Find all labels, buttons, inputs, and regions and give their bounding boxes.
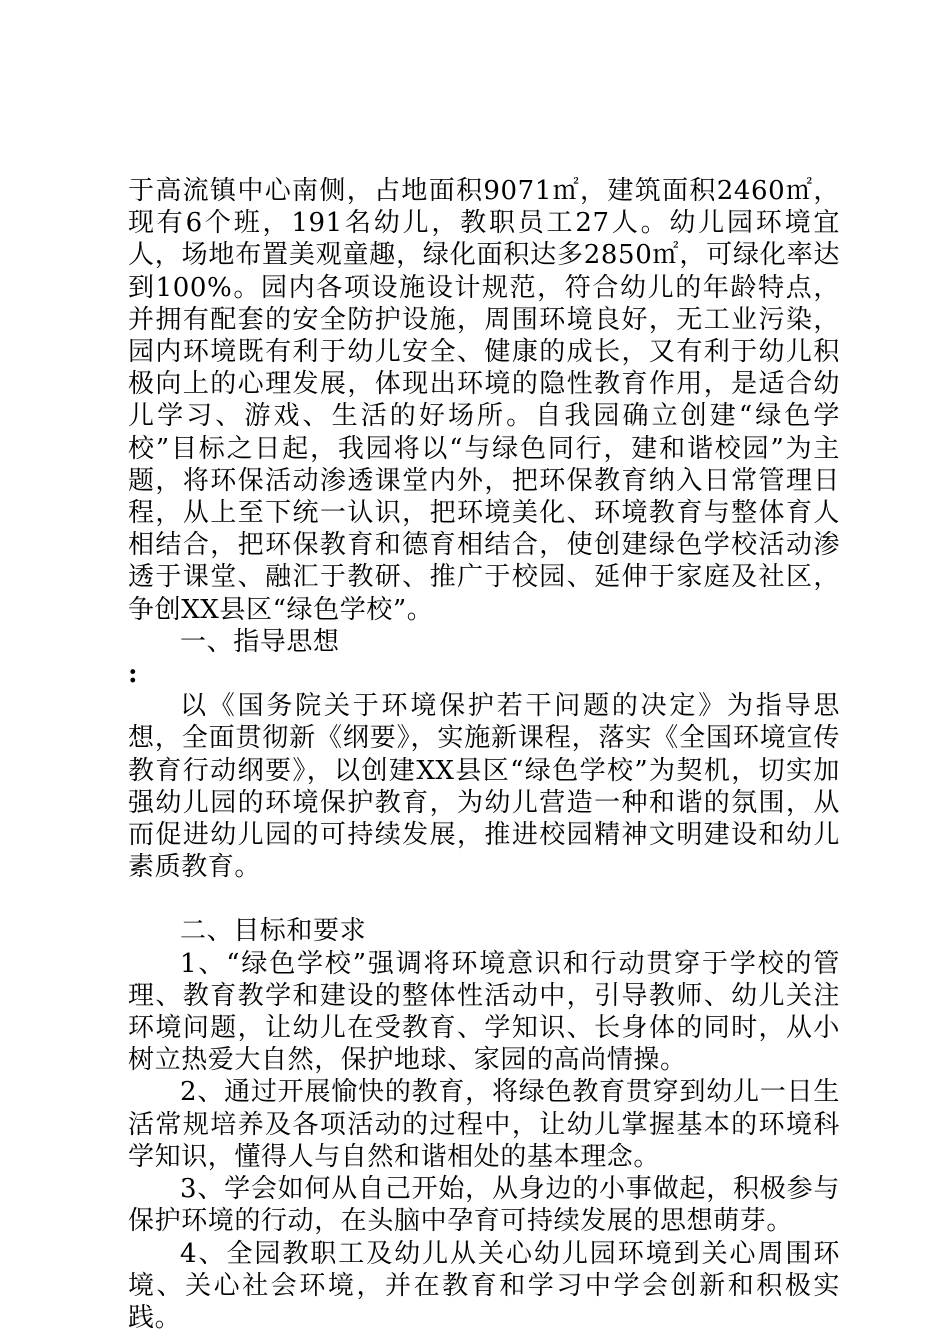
section-2-item-4: 4、全园教职工及幼儿从关心幼儿园环境到关心周围环境、关心社会环境，并在教育和学习中学会创新和积极实践。 <box>128 1238 840 1333</box>
section-1-colon: : <box>128 659 139 690</box>
paragraph-gap <box>128 883 840 915</box>
document-body <box>128 175 840 1334</box>
section-2-item-2: 2、通过开展愉快的教育，将绿色教育贯穿到幼儿一日生活常规培养及各项活动的过程中，让幼儿掌握基本的环境科学知识，懂得人与自然和谐相处的基本理念。 <box>128 1077 840 1172</box>
section-2-heading: 二、目标和要求 <box>180 916 367 947</box>
section-2-item-3: 3、学会如何从自己开始，从身边的小事做起，积极参与保护环境的行动，在头脑中孕育可持续发展的思想萌芽。 <box>128 1174 840 1237</box>
section-1-body: 以《国务院关于环境保护若干问题的决定》为指导思想，全面贯彻新《纲要》，实施新课程，落实《全国环境宣传教育行动纲要》，以创建XX县区“绿色学校”为契机，切实加强幼儿园的环境保护教育，为幼儿营造一种和谐的氛围，从而促进幼儿园的可持续发展，推进校园精神文明建设和幼儿素质教育。 <box>128 691 840 883</box>
intro-paragraph: 于高流镇中心南侧，占地面积9071㎡，建筑面积2460㎡，现有6个班，191名幼儿，教职员工27人。幼儿园环境宜人，场地布置美观童趣，绿化面积达多2850㎡，可绿化率达到100%。园内各项设施设计规范，符合幼儿的年龄特点，并拥有配套的安全防护设施，周围环境良好，无工业污染，园内环境既有利于幼儿安全、健康的成长，又有利于幼儿积极向上的心理发展，体现出环境的隐性教育作用，是适合幼儿学习、游戏、生活的好场所。自我园确立创建“绿色学校”目标之日起，我园将以“与绿色同行，建和谐校园”为主题，将环保活动渗透课堂内外，把环保教育纳入日常管理日程，从上至下统一认识，把环境美化、环境教育与整体育人相结合，把环保教育和德育相结合，使创建绿色学校活动渗透于课堂、融汇于教研、推广于校园、延伸于家庭及社区，争创XX县区“绿色学校”。 <box>128 176 840 625</box>
section-1-heading: 一、指导思想 <box>180 626 340 657</box>
section-2-item-1: 1、“绿色学校”强调将环境意识和行动贯穿于学校的管理、教育教学和建设的整体性活动中，引导教师、幼儿关注环境问题，让幼儿在受教育、学知识、长身体的同时，从小树立热爱大自然，保护地球、家园的高尚情操。 <box>128 948 840 1076</box>
